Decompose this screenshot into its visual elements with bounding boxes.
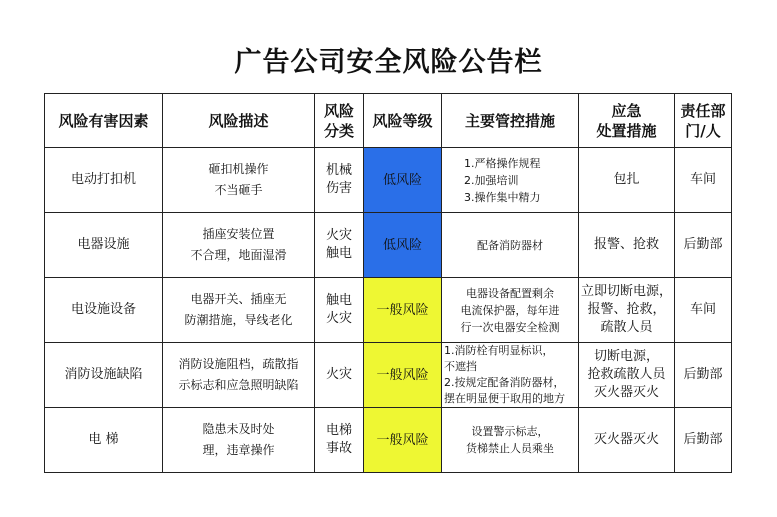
cell-factor: 消防设施缺陷 — [45, 343, 163, 408]
cell-level: 一般风险 — [364, 343, 442, 408]
cell-level: 一般风险 — [364, 278, 442, 343]
cell-control: 1.严格操作规程 2.加强培训 3.操作集中精力 — [442, 148, 579, 213]
cell-level: 低风险 — [364, 148, 442, 213]
cell-dept: 后勤部 — [675, 408, 732, 473]
cell-level: 一般风险 — [364, 408, 442, 473]
cell-dept: 车间 — [675, 278, 732, 343]
cell-level: 低风险 — [364, 213, 442, 278]
cell-description: 插座安装位置 不合理，地面湿滑 — [163, 213, 315, 278]
cell-control: 设置警示标志， 货梯禁止人员乘坐 — [442, 408, 579, 473]
cell-dept: 车间 — [675, 148, 732, 213]
cell-category: 机械 伤害 — [315, 148, 364, 213]
header-level: 风险等级 — [364, 94, 442, 148]
table-row — [45, 278, 732, 343]
table-row — [45, 148, 732, 213]
header-control: 主要管控措施 — [442, 94, 579, 148]
cell-description: 砸扣机操作 不当砸手 — [163, 148, 315, 213]
header-dept: 责任部 门/人 — [675, 94, 732, 148]
cell-description: 消防设施阻档，疏散指 示标志和应急照明缺陷 — [163, 343, 315, 408]
cell-control: 1.消防栓有明显标识， 不遮挡 2.按规定配备消防器材， 摆在明显便于取用的地方 — [442, 343, 579, 408]
header-emergency: 应急 处置措施 — [579, 94, 675, 148]
cell-category: 火灾 — [315, 343, 364, 408]
cell-dept: 后勤部 — [675, 343, 732, 408]
cell-factor: 电设施设备 — [45, 278, 163, 343]
page-title: 广告公司安全风险公告栏 — [234, 47, 543, 78]
table-row — [45, 343, 732, 408]
cell-emergency: 包扎 — [579, 148, 675, 213]
risk-table — [44, 93, 732, 473]
cell-category: 火灾 触电 — [315, 213, 364, 278]
cell-control: 电器设备配置剩余 电流保护器，每年进 行一次电器安全检测 — [442, 278, 579, 343]
cell-category: 触电 火灾 — [315, 278, 364, 343]
cell-factor: 电 梯 — [45, 408, 163, 473]
cell-dept: 后勤部 — [675, 213, 732, 278]
table-row — [45, 213, 732, 278]
cell-control: 配备消防器材 — [442, 213, 579, 278]
cell-category: 电梯 事故 — [315, 408, 364, 473]
cell-description: 电器开关、插座无 防潮措施，导线老化 — [163, 278, 315, 343]
cell-emergency: 灭火器灭火 — [579, 408, 675, 473]
cell-description: 隐患未及时处 理，违章操作 — [163, 408, 315, 473]
header-factor: 风险有害因素 — [45, 94, 163, 148]
table-header-row — [45, 94, 732, 148]
table-row — [45, 408, 732, 473]
header-category: 风险 分类 — [315, 94, 364, 148]
cell-factor: 电器设施 — [45, 213, 163, 278]
cell-emergency: 报警、抢救 — [579, 213, 675, 278]
cell-factor: 电动打扣机 — [45, 148, 163, 213]
header-description: 风险描述 — [163, 94, 315, 148]
cell-emergency: 切断电源， 抢救疏散人员 灭火器灭火 — [579, 343, 675, 408]
cell-emergency: 立即切断电源， 报警、抢救， 疏散人员 — [579, 278, 675, 343]
